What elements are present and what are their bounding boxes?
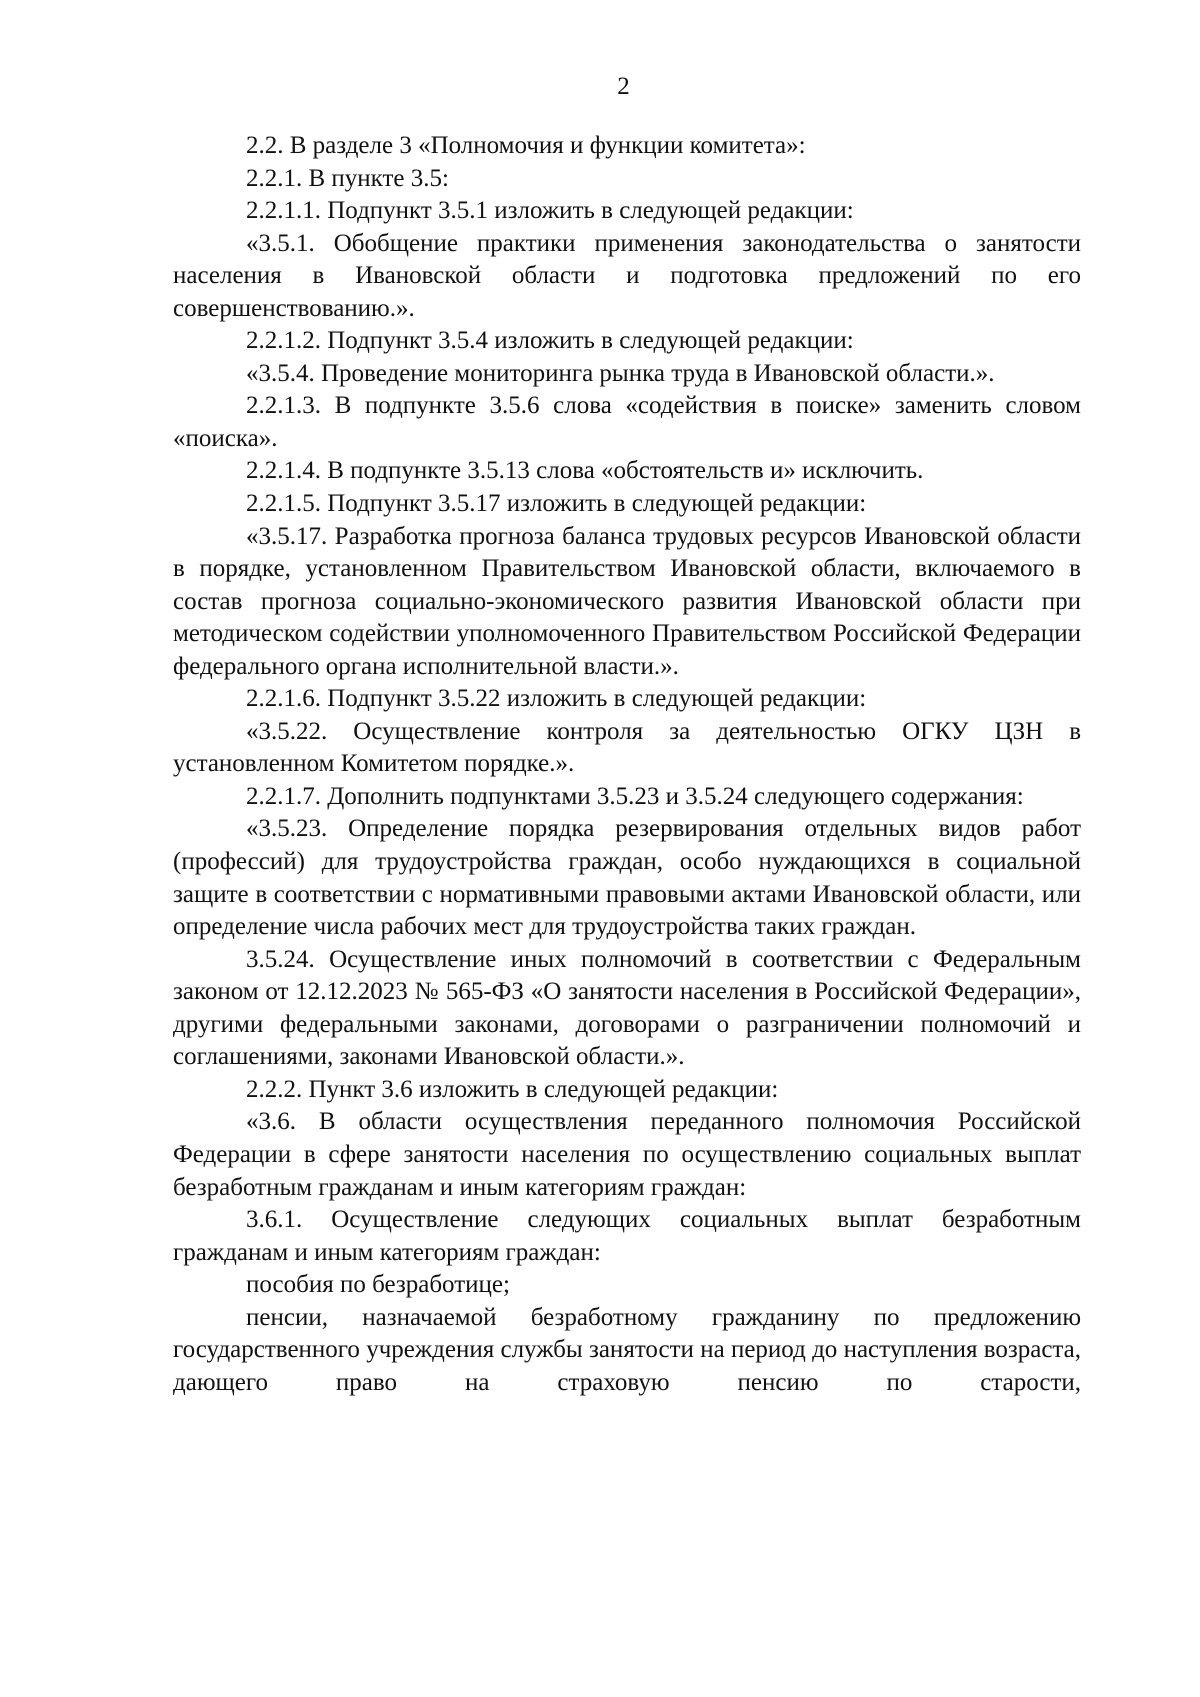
paragraph: 2.2.1.5. Подпункт 3.5.17 изложить в следующей редакции:: [246, 490, 867, 518]
paragraph: «3.5.4. Проведение мониторинга рынка труда в Ивановской области.».: [246, 359, 995, 387]
paragraph: «3.5.23. Определение порядка резервирования отдельных видов работ (профессий) для трудоустройства граждан, особо нуждающихся в социальной защите в соответствии с нормативными правовыми актами Ивановской области, или определение числа рабочих мест для трудоустройства таких граждан.: [173, 815, 1081, 941]
paragraph: 3.5.24. Осуществление иных полномочий в соответствии с Федеральным законом от 12.12.2023 № 565-ФЗ «О занятости населения в Российской Федерации», другими федеральными законами, договорами о разграничении полномочий и соглашениями, законами Ивановской области.».: [173, 945, 1081, 1071]
paragraph: «3.5.1. Обобщение практики применения законодательства о занятости населения в Ивановской области и подготовка предложений по его совершенствованию.».: [173, 229, 1081, 322]
paragraph: «3.6. В области осуществления переданного полномочия Российской Федерации в сфере занятости населения по осуществлению социальных выплат безработным гражданам и иным категориям граждан:: [173, 1108, 1081, 1201]
paragraph: 2.2.1.6. Подпункт 3.5.22 изложить в следующей редакции:: [246, 685, 867, 713]
paragraph: «3.5.17. Разработка прогноза баланса трудовых ресурсов Ивановской области в порядке, установленном Правительством Ивановской области, включаемого в состав прогноза социально-экономического развития Ивановской области при методическом содействии уполномоченного Правительством Российской Федерации федерального органа исполнительной власти.».: [173, 522, 1081, 680]
paragraph: пенсии, назначаемой безработному гражданину по предложению государственного учреждения службы занятости на период до наступления возраста, дающего право на страховую пенсию по старости,: [173, 1303, 1081, 1396]
paragraph: 2.2.1.7. Дополнить подпунктами 3.5.23 и 3.5.24 следующего содержания:: [246, 782, 1024, 810]
paragraph: 2.2.1.4. В подпункте 3.5.13 слова «обстоятельств и» исключить.: [246, 457, 924, 485]
page-number: 2: [617, 73, 630, 100]
paragraph: 2.2. В разделе 3 «Полномочия и функции комитета»:: [246, 132, 806, 159]
paragraph: 2.2.1.1. Подпункт 3.5.1 изложить в следующей редакции:: [246, 197, 854, 225]
paragraph: «3.5.22. Осуществление контроля за деятельностью ОГКУ ЦЗН в установленном Комитетом порядке.».: [173, 717, 1081, 778]
paragraph: 3.6.1. Осуществление следующих социальных выплат безработным гражданам и иным категориям граждан:: [173, 1206, 1081, 1266]
document-body: [173, 130, 1081, 1399]
paragraph: 2.2.2. Пункт 3.6 изложить в следующей редакции:: [246, 1075, 779, 1103]
paragraph: пособия по безработице;: [246, 1271, 510, 1299]
paragraph: 2.2.1.2. Подпункт 3.5.4 изложить в следующей редакции:: [246, 327, 854, 355]
paragraph: 2.2.1. В пункте 3.5:: [246, 164, 449, 192]
paragraph: 2.2.1.3. В подпункте 3.5.6 слова «содействия в поиске» заменить словом «поиска».: [173, 392, 1081, 452]
